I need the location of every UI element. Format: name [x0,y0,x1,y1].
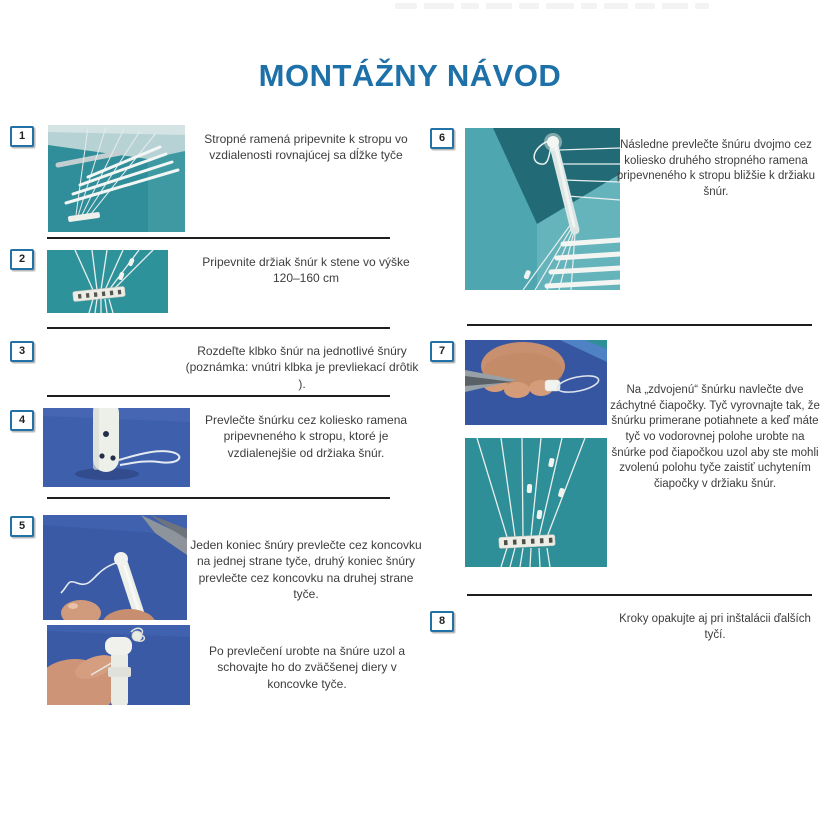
step-1-photo-ceiling-dryer [48,125,185,232]
step-separator [467,594,812,596]
step-separator [47,497,390,499]
watermark-mark [486,3,512,9]
watermark-mark [635,3,655,9]
page-title: MONTÁŽNY NÁVOD [258,58,562,93]
step-7-text: Na „zdvojenú“ šnúrku navlečte dve záchytné čiapočky. Tyč vyrovnajte tak, že šnúrku primerane potiahnete a keď máte tyč vo vodorovnej polohe urobte na šnúrke pod čiapočkou uzol aby ste mohli zvolenú polohu tyče zaistiť uchytením čiapočky v držiaku šnúr. [610,384,820,490]
watermark-mark [395,3,417,9]
step-5-photo-knot [47,625,190,705]
watermark-mark [461,3,479,9]
step-1-text: Stropné ramená pripevnite k stropu vo vzdialenosti rovnajúcej sa dĺžke tyče [204,132,408,163]
step-4-number-badge: 4 [10,410,34,431]
step-6-photo-ceiling-arm [465,128,620,290]
step-2-photo-cord-holder [47,250,168,313]
step-8-number-badge: 8 [430,611,454,632]
step-7-photo-caps [465,340,607,425]
watermark-mark [546,3,574,9]
step-2-number-badge: 2 [10,249,34,270]
step-separator [47,395,390,397]
watermark-mark [424,3,454,9]
step-8-text: Kroky opakujte aj pri inštalácii ďalších tyčí. [619,613,811,641]
watermark-mark [519,3,539,9]
faint-watermark-row [395,2,709,10]
step-separator [467,324,812,326]
step-separator [47,327,390,329]
step-5-photo-threading-cord [43,515,187,620]
step-1-number-badge: 1 [10,126,34,147]
step-5-number-badge: 5 [10,516,34,537]
step-separator [47,237,390,239]
step-6-text: Následne prevlečte šnúru dvojmo cez koliesko druhého stropného ramena pripevneného k stropu bližšie k držiaku šnúr. [616,139,816,198]
step-7-number-badge: 7 [430,341,454,362]
step-5-extra-text: Po prevlečení urobte na šnúre uzol a schovajte ho do zväčšenej diery v koncovke tyče. [208,644,406,691]
step-4-photo-rod-pulley [43,408,190,487]
step-4-text: Prevlečte šnúrku cez koliesko ramena pripevneného k stropu, ktoré je vzdialenejšie od držiaka šnúr. [204,413,408,460]
watermark-mark [695,3,709,9]
watermark-mark [581,3,597,9]
step-3-number-badge: 3 [10,341,34,362]
step-3-text: Rozdeľte klbko šnúr na jednotlivé šnúry (poznámka: vnútri klbka je prevliekací drôtik ). [185,344,419,391]
step-6-number-badge: 6 [430,128,454,149]
watermark-mark [662,3,688,9]
step-2-text: Pripevnite držiak šnúr k stene vo výške 120–160 cm [202,255,410,286]
watermark-mark [604,3,628,9]
step-5-text: Jeden koniec šnúry prevlečte cez koncovku na jednej strane tyče, druhý koniec šnúry prevlečte cez koncovku na druhej strane tyče. [190,538,422,601]
step-7-photo-cords-with-caps [465,438,607,567]
